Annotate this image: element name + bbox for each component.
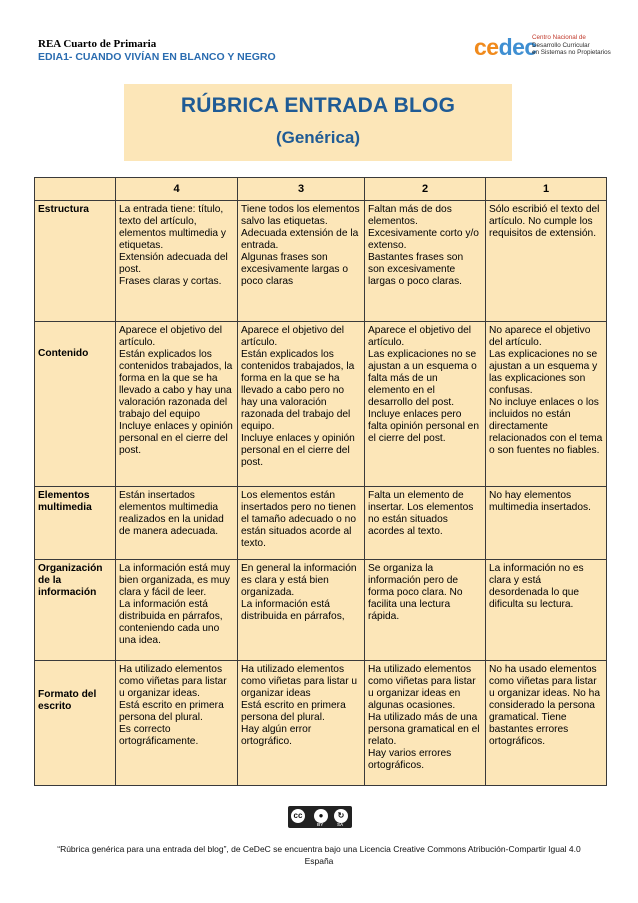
rubric-cell: No aparece el objetivo del artículo. Las explicaciones no se ajustan a un esquema y las explicaciones son confusas. No incluye enlaces o los incluidos no están directamente relacionados con el tema o son fuentes no fiables. [486,322,607,487]
rubric-table [34,177,607,786]
rubric-cell: Se organiza la información pero de forma poco clara. No facilita una lectura rápida. [365,560,486,661]
rubric-cell: Están insertados elementos multimedia realizados en la unidad de manera adecuada. [116,487,238,560]
header-empty [35,178,116,201]
creative-commons-badge[interactable] [288,806,352,828]
table-row [35,322,607,487]
rubric-cell: Aparece el objetivo del artículo. Están explicados los contenidos trabajados, la forma en la que se ha llevado a cabo y hay una valoración razonada del trabajo del equipo Incluye enlaces y opinión personal en el cierre del post. [116,322,238,487]
cedec-logo-text [532,34,611,57]
cedec-logo-mark [474,34,537,61]
rubric-cell: Faltan más de dos elementos. Excesivamente corto y/o extenso. Bastantes frases son son excesivamente largas o poco claras. [365,201,486,322]
share-alike-icon: ↻ [334,809,348,823]
document-header-course: REA Cuarto de Primaria [38,38,157,50]
rubric-cell: Ha utilizado elementos como viñetas para listar u organizar ideas en algunas ocasiones. Ha utilizado más de una persona gramatical en el relato. Hay varios errores ortográficos. [365,661,486,786]
table-row [35,201,607,322]
rubric-cell: No ha usado elementos como viñetas para listar u organizar ideas. No ha considerado la persona gramatical. Tiene bastantes errores ortográficos. [486,661,607,786]
rubric-cell: Tiene todos los elementos salvo las etiquetas. Adecuada extensión de la entrada. Algunas frases son excesivamente largas o poco claras [238,201,365,322]
table-row [35,560,607,661]
document-header-unit: EDIA1- CUANDO VIVÍAN EN BLANCO Y NEGRO [38,51,276,63]
rubric-cell: Falta un elemento de insertar. Los elementos no están situados acordes al texto. [365,487,486,560]
rubric-cell: La información está muy bien organizada, es muy clara y fácil de leer. La información está distribuida en párrafos, conteniendo cada uno una idea. [116,560,238,661]
rubric-cell: No hay elementos multimedia insertados. [486,487,607,560]
rubric-cell: En general la información es clara y está bien organizada. La información está distribuida en párrafos, [238,560,365,661]
header-score-2: 2 [365,178,486,201]
logo-mark-part1: ce [474,34,499,60]
rubric-cell: Ha utilizado elementos como viñetas para listar u organizar ideas. Está escrito en primera persona del plural. Es correcto ortográficamente. [116,661,238,786]
criterion-cell: Organización de la información [35,560,116,661]
logo-text-line1: Centro Nacional de [532,34,586,41]
criterion-cell: Elementos multimedia [35,487,116,560]
header-score-1: 1 [486,178,607,201]
badge-caption-by: BY [317,822,324,827]
cedec-logo [474,30,614,66]
criterion-cell: Contenido [35,322,116,487]
rubric-cell: Aparece el objetivo del artículo. Las explicaciones no se ajustan a un esquema o falta más de un elemento en el desarrollo del post. Incluye enlaces pero falta opinión personal en el cierre del post. [365,322,486,487]
rubric-cell: Los elementos están insertados pero no tienen el tamaño adecuado o no están situados acorde al texto. [238,487,365,560]
rubric-cell: Ha utilizado elementos como viñetas para listar u organizar ideas Está escrito en primera persona del plural. Hay algún error ortográfico. [238,661,365,786]
rubric-header-row [35,178,607,201]
license-footer: “Rúbrica genérica para una entrada del blog”, de CeDeC se encuentra bajo una Licencia Creative Commons Atribución-Compartir Igual 4.0 España [57,844,581,866]
rubric-cell: La entrada tiene: título, texto del artículo, elementos multimedia y etiquetas. Extensión adecuada del post. Frases claras y cortas. [116,201,238,322]
page-subtitle: (Genérica) [275,128,361,147]
logo-text-line2: Desarrollo Curricular [532,41,590,49]
logo-mark-part2: dec [498,34,537,60]
logo-text-line3: en Sistemas no Propietarios [532,49,611,57]
rubric-cell: La información no es clara y está desordenada lo que dificulta su lectura. [486,560,607,661]
attribution-icon: ● [314,809,328,823]
rubric-cell: Aparece el objetivo del artículo. Están explicados los contenidos trabajados, la forma en la que se ha llevado a cabo pero no hay una valoración razonada del trabajo del equipo. Incluye enlaces y opinión personal en el cierre del post. [238,322,365,487]
page-title: RÚBRICA ENTRADA BLOG [180,94,456,117]
cc-icon: cc [291,809,305,823]
rubric-cell: Sólo escribió el texto del artículo. No cumple los requisitos de extensión. [486,201,607,322]
table-row [35,487,607,560]
criterion-cell: Estructura [35,201,116,322]
header-score-4: 4 [116,178,238,201]
badge-caption-sa: SA [337,822,344,827]
header-score-3: 3 [238,178,365,201]
table-row [35,661,607,786]
criterion-cell: Formato del escrito [35,661,116,786]
title-banner [124,84,512,161]
